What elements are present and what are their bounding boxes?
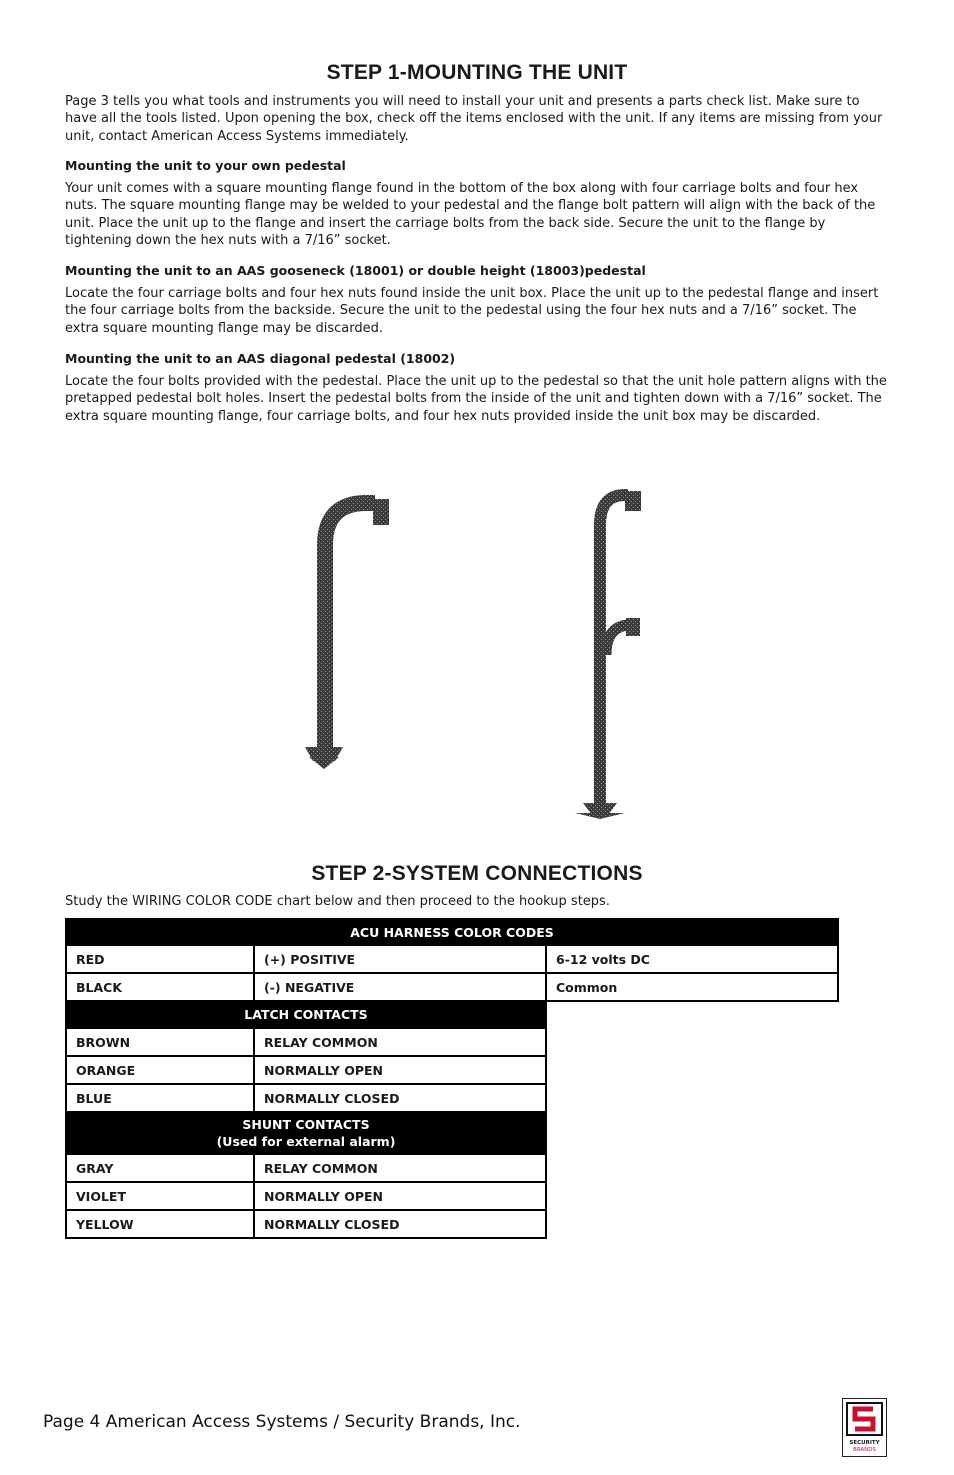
- pedestal-illustration: [295, 485, 655, 825]
- step1-intro: Page 3 tells you what tools and instruments you will need to install your unit and presents a parts check list. Make sure to have all the tools listed. Upon opening the box, check off the items enclosed with the unit. If any items are missing from your unit, contact American Access Systems immediately.: [65, 94, 883, 144]
- table-row: [66, 1210, 838, 1238]
- wire-color-cell: BLUE: [66, 1084, 254, 1112]
- table-row: [66, 1028, 838, 1056]
- step2-intro: Study the WIRING COLOR CODE chart below and then proceed to the hookup steps.: [65, 894, 610, 909]
- wire-function-cell: NORMALLY CLOSED: [254, 1084, 546, 1112]
- wire-note-cell: 6-12 volts DC: [546, 945, 838, 973]
- shunt-header-row: [66, 1112, 838, 1154]
- wire-note-cell: Common: [546, 973, 838, 1001]
- table-row: [66, 1154, 838, 1182]
- wire-function-cell: NORMALLY OPEN: [254, 1056, 546, 1084]
- section-gooseneck-heading: Mounting the unit to an AAS gooseneck (18001) or double height (18003)pedestal: [65, 263, 646, 278]
- wire-color-cell: VIOLET: [66, 1182, 254, 1210]
- step1-title: STEP 1-MOUNTING THE UNIT: [326, 61, 628, 84]
- latch-header-row: [66, 1001, 838, 1028]
- section-own-pedestal-heading: Mounting the unit to your own pedestal: [65, 158, 346, 173]
- page-footer: Page 4 American Access Systems / Security Brands, Inc.: [43, 1412, 521, 1432]
- wiring-color-code-table: [65, 918, 839, 1239]
- table-row: [66, 1084, 838, 1112]
- wire-function-cell: (-) NEGATIVE: [254, 973, 546, 1001]
- section-own-pedestal-body: Your unit comes with a square mounting flange found in the bottom of the box along with four carriage bolts and four hex nuts. The square mounting flange may be welded to your pedestal and the flange bolt pattern will align with the back of the unit. Place the unit up to the flange and insert the carriage bolts from the back side. Secure the unit to the flange by tightening down the hex nuts with a 7/16” socket.: [65, 181, 876, 249]
- wire-function-cell: NORMALLY OPEN: [254, 1182, 546, 1210]
- logo-line1: SECURITY: [849, 1440, 880, 1446]
- step2-title: STEP 2-SYSTEM CONNECTIONS: [311, 862, 643, 885]
- wire-function-cell: RELAY COMMON: [254, 1028, 546, 1056]
- wire-color-cell: ORANGE: [66, 1056, 254, 1084]
- wire-color-cell: GRAY: [66, 1154, 254, 1182]
- wire-function-cell: RELAY COMMON: [254, 1154, 546, 1182]
- wire-function-cell: (+) POSITIVE: [254, 945, 546, 973]
- section-diagonal-body: Locate the four bolts provided with the pedestal. Place the unit up to the pedestal so that the unit hole pattern aligns with the pretapped pedestal bolt holes. Insert the pedestal bolts from the inside of the unit and tighten down with a 7/16” socket. The extra square mounting flange, four carriage bolts, and four hex nuts provided inside the unit box may be discarded.: [65, 374, 887, 424]
- section-diagonal-heading: Mounting the unit to an AAS diagonal pedestal (18002): [65, 351, 456, 366]
- table-row: [66, 973, 838, 1001]
- wire-function-cell: NORMALLY CLOSED: [254, 1210, 546, 1238]
- table-row: [66, 945, 838, 973]
- double-height-pedestal-icon: [575, 491, 641, 819]
- security-brands-logo: [842, 1398, 887, 1457]
- wire-color-cell: BROWN: [66, 1028, 254, 1056]
- shunt-header-subtitle: (Used for external alarm): [216, 1134, 396, 1149]
- table-row: [66, 1182, 838, 1210]
- table-row: [66, 1056, 838, 1084]
- gooseneck-pedestal-icon: [305, 499, 389, 769]
- security-brands-emblem-icon: [843, 1399, 886, 1439]
- wire-color-cell: BLACK: [66, 973, 254, 1001]
- acu-header-row: [66, 919, 838, 945]
- logo-line2: BRANDS: [853, 1447, 876, 1453]
- wire-color-cell: YELLOW: [66, 1210, 254, 1238]
- section-gooseneck-body: Locate the four carriage bolts and four hex nuts found inside the unit box. Place the unit up to the pedestal flange and insert the four carriage bolts from the backside. Secure the unit to the pedestal using the four hex nuts and a 7/16” socket. The extra square mounting flange may be discarded.: [65, 286, 879, 336]
- latch-header: LATCH CONTACTS: [66, 1001, 546, 1028]
- wire-color-cell: RED: [66, 945, 254, 973]
- shunt-header: [66, 1112, 546, 1154]
- shunt-header-title: SHUNT CONTACTS: [242, 1117, 370, 1132]
- acu-header: ACU HARNESS COLOR CODES: [66, 919, 838, 945]
